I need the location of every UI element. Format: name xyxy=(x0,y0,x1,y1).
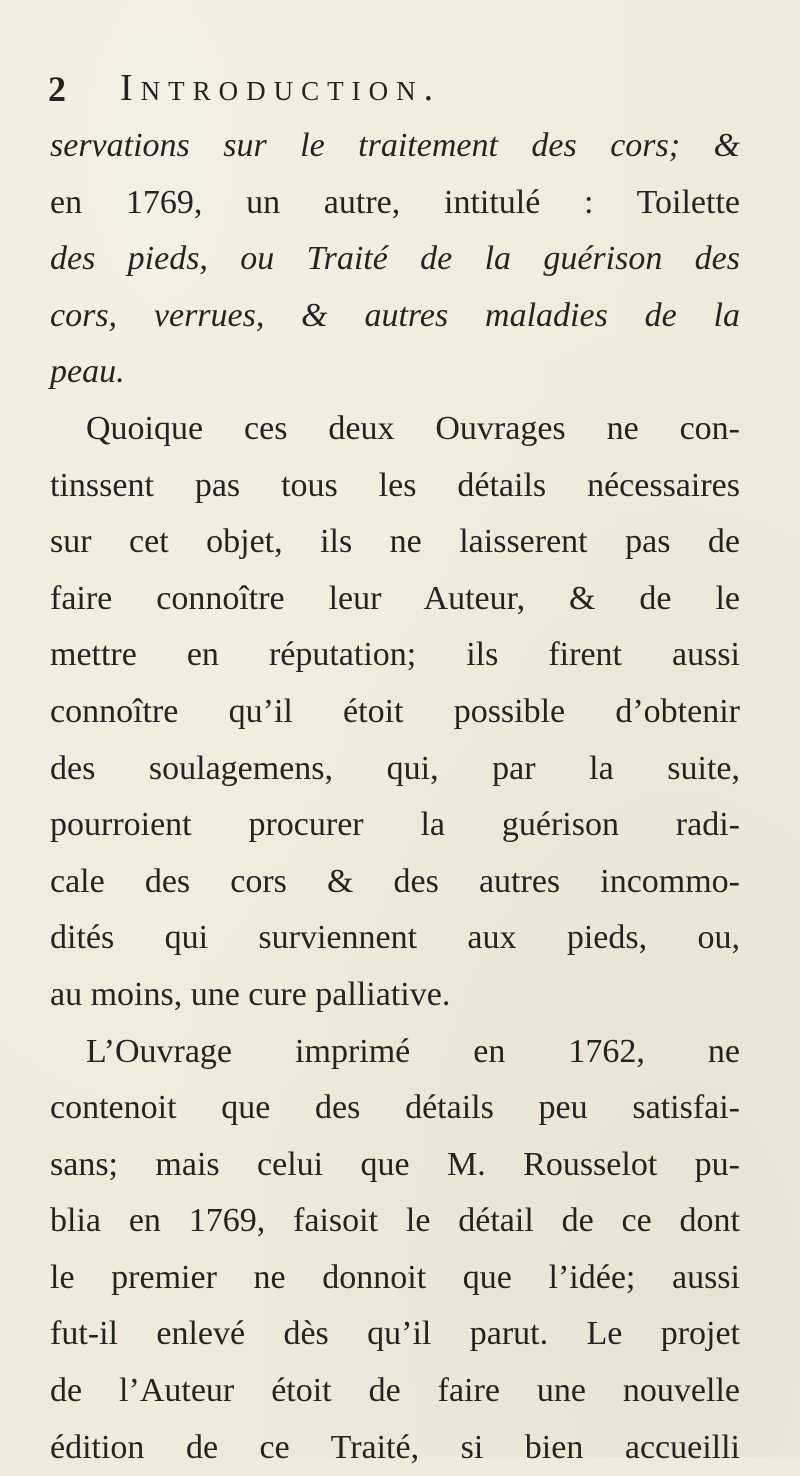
text-line: blia en 1769, faisoit le détail de ce dont xyxy=(50,1202,740,1240)
text-line: des soulagemens, qui, par la suite, xyxy=(50,749,740,787)
text-line: Quoique ces deux Ouvrages ne con- xyxy=(86,409,740,447)
text-line: édition de ce Traité, si bien accueilli xyxy=(50,1428,740,1466)
text-line: peau. xyxy=(50,353,125,391)
text-line: des pieds, ou Traité de la guérison des xyxy=(50,240,740,278)
text-line: de l’Auteur étoit de faire une nouvelle xyxy=(50,1372,740,1410)
text-line: au moins, une cure palliative. xyxy=(50,975,451,1013)
text-line: dités qui surviennent aux pieds, ou, xyxy=(50,919,740,957)
text-line: mettre en réputation; ils firent aussi xyxy=(50,636,740,674)
page-number: 2 xyxy=(48,69,66,109)
text-line: faire connoître leur Auteur, & de le xyxy=(50,579,740,617)
text-line: contenoit que des détails peu satisfai- xyxy=(50,1089,740,1127)
text-line: pourroient procurer la guérison radi- xyxy=(50,806,740,844)
text-line: fut-il enlevé dès qu’il parut. Le projet xyxy=(50,1315,740,1353)
text-line: L’Ouvrage imprimé en 1762, ne xyxy=(86,1032,740,1070)
text-line: le premier ne donnoit que l’idée; aussi xyxy=(50,1258,740,1296)
running-title: Introduction. xyxy=(120,67,442,109)
text-line: tinssent pas tous les détails nécessaires xyxy=(50,466,740,504)
text-line: sans; mais celui que M. Rousselot pu- xyxy=(50,1145,740,1183)
text-line: servations sur le traitement des cors; & xyxy=(50,127,740,164)
text-line: cors, verrues, & autres maladies de la xyxy=(50,296,740,334)
page-header xyxy=(44,66,764,116)
text-line: en 1769, un autre, intitulé : Toilette xyxy=(50,183,740,221)
text-line: connoître qu’il étoit possible d’obtenir xyxy=(50,692,740,730)
text-line: cale des cors & des autres incommo- xyxy=(50,862,740,900)
body-text xyxy=(50,118,740,1476)
text-line: sur cet objet, ils ne laisserent pas de xyxy=(50,523,740,561)
